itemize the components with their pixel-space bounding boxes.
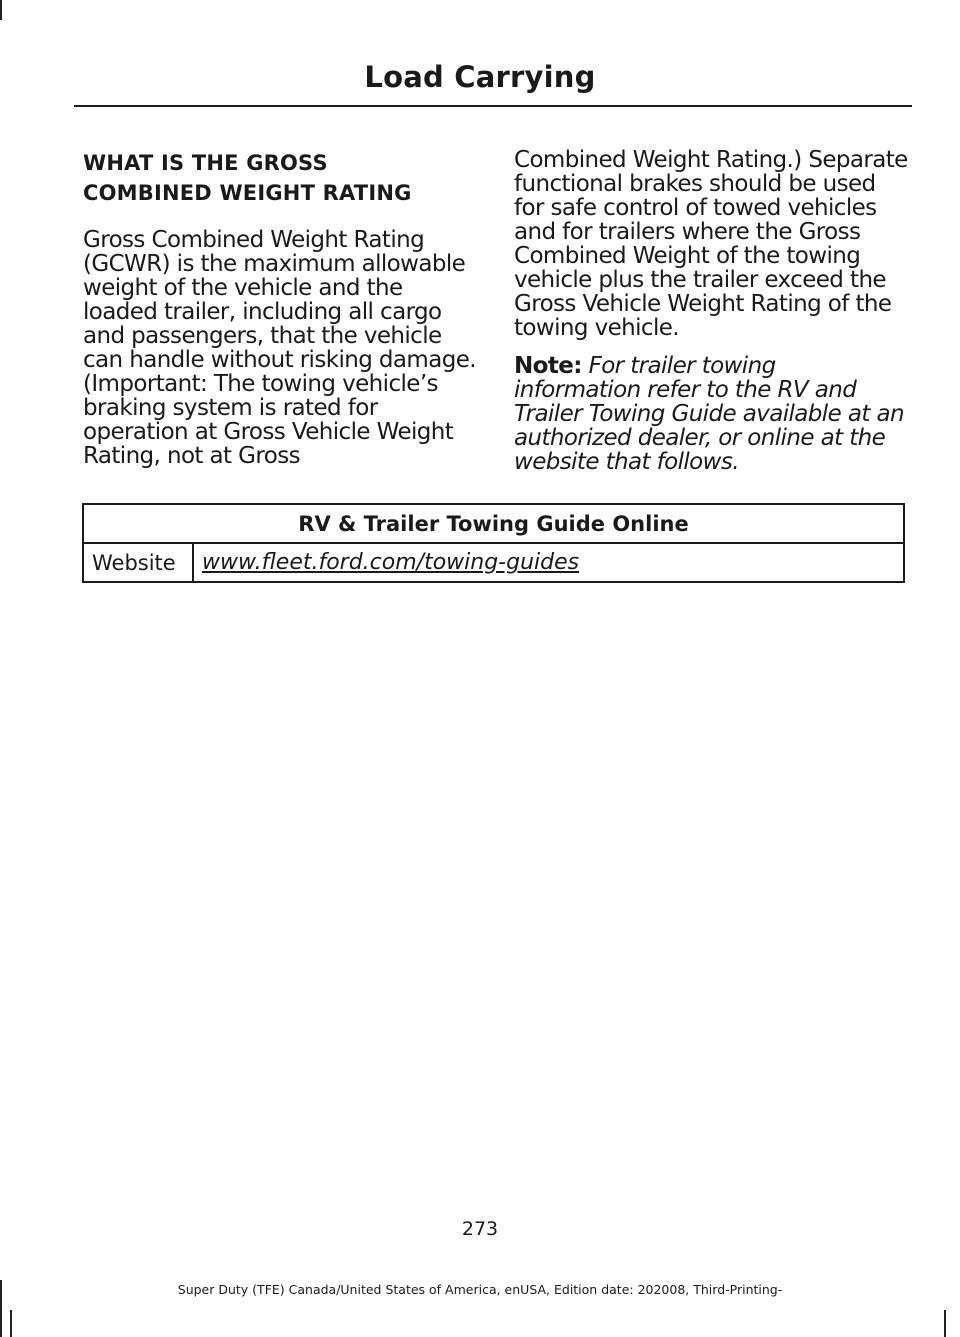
section-heading-line1: WHAT IS THE GROSS (83, 151, 328, 175)
table-header-row (83, 504, 904, 543)
note-text: For trailer towing information refer to the RV and Trailer Towing Guide available at an authorized dealer, or online at the website that follows. (514, 353, 904, 475)
section-heading-line2: COMBINED WEIGHT RATING (83, 181, 412, 205)
crop-mark-left-bottom-tick (10, 1310, 12, 1337)
left-column (83, 148, 477, 468)
table-row (83, 543, 904, 582)
note-label: Note: (514, 353, 582, 379)
gcwr-paragraph: Gross Combined Weight Rating (GCWR) is the maximum allowable weight of the vehicle and the loaded trailer, including all cargo and passengers, that the vehicle can handle without risking damage. (Important: The towing vehicle’s braking system is rated for operation at Gross Vehicle Weight Rating, not at Gross (83, 227, 476, 469)
towing-guides-link[interactable]: www.fleet.ford.com/towing-guides (202, 550, 580, 575)
edition-footer: Super Duty (TFE) Canada/United States of America, enUSA, Edition date: 202008, Third-Printing- (177, 1282, 783, 1297)
section-heading (83, 148, 477, 208)
table-title: RV & Trailer Towing Guide Online (83, 504, 904, 543)
website-label-cell: Website (83, 543, 193, 582)
brakes-paragraph: Combined Weight Rating.) Separate functional brakes should be used for safe control of towed vehicles and for trailers where the Gross Combined Weight of the towing vehicle plus the trailer exceed the Gross Vehicle Weight Rating of the towing vehicle. (514, 147, 908, 341)
right-column (514, 148, 908, 497)
website-value-cell (193, 543, 904, 582)
header-divider (74, 105, 912, 107)
towing-guide-table (82, 503, 905, 583)
crop-mark-top-left (0, 0, 2, 20)
crop-mark-right-bottom (944, 1310, 946, 1337)
note-block (514, 354, 908, 474)
page-number: 273 (461, 1218, 499, 1240)
page-header-title: Load Carrying (364, 60, 596, 94)
